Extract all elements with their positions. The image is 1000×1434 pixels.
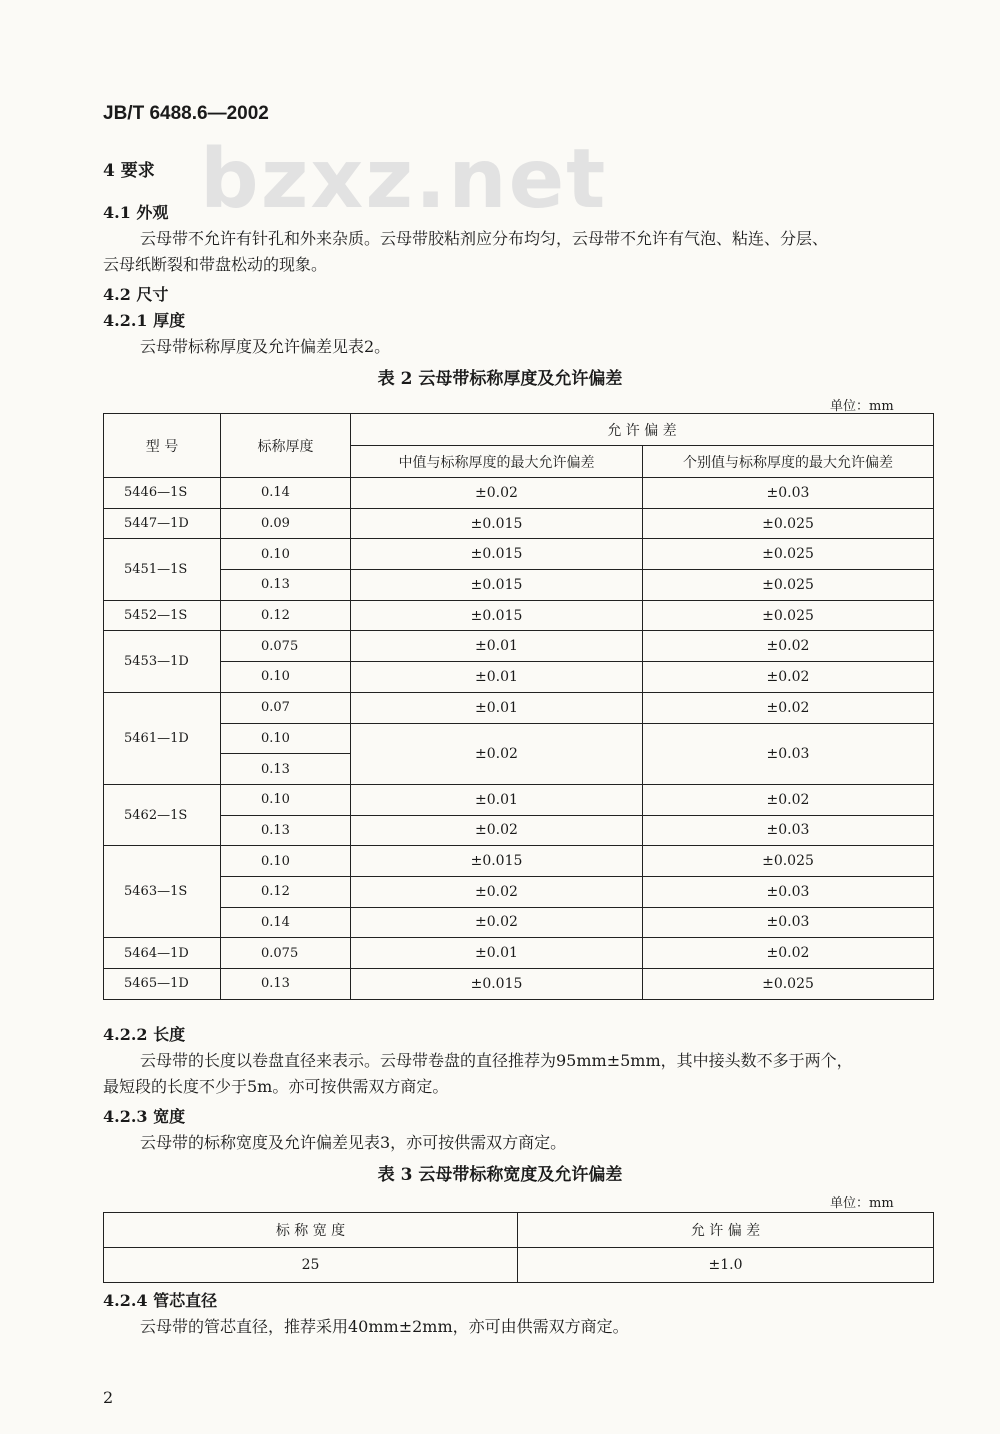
cell-individual-deviation: ±0.02 [643, 938, 934, 969]
table-2 [103, 413, 934, 1000]
cell-median-deviation: ±0.015 [351, 846, 643, 877]
table-row [104, 907, 934, 938]
cell-type: 5463—1S [104, 846, 221, 938]
cell-thickness: 0.10 [221, 539, 351, 570]
cell-median-deviation: ±0.015 [351, 600, 643, 631]
cell-thickness: 0.10 [221, 784, 351, 815]
section-4-2-title: 4.2 尺寸 [103, 285, 169, 304]
cell-individual-deviation: ±0.03 [643, 907, 934, 938]
cell-individual-deviation: ±0.02 [643, 784, 934, 815]
col-header-median-deviation: 中值与标称厚度的最大允许偏差 [351, 446, 643, 478]
cell-type: 5446—1S [104, 478, 221, 509]
table-row [104, 539, 934, 570]
cell-median-deviation: ±0.015 [351, 570, 643, 601]
section-4-2-2-title: 4.2.2 长度 [103, 1025, 186, 1044]
table-2-caption: 表 2 云母带标称厚度及允许偏差 [377, 369, 623, 389]
cell-type: 5465—1D [104, 969, 221, 1000]
cell-type: 5451—1S [104, 539, 221, 600]
cell-individual-deviation: ±0.03 [643, 478, 934, 509]
cell-individual-deviation: ±0.02 [643, 662, 934, 693]
cell-median-deviation: ±0.01 [351, 631, 643, 662]
section-4-2-4-para: 云母带的管芯直径，推荐采用40mm±2mm，亦可由供需双方商定。 [140, 1317, 629, 1336]
cell-median-deviation: ±0.015 [351, 969, 643, 1000]
table-3-caption: 表 3 云母带标称宽度及允许偏差 [377, 1165, 623, 1185]
section-4-2-3-para: 云母带的标称宽度及允许偏差见表3，亦可按供需双方商定。 [140, 1133, 567, 1152]
cell-type: 5447—1D [104, 508, 221, 539]
cell-thickness: 0.075 [221, 631, 351, 662]
cell-thickness: 0.14 [221, 907, 351, 938]
cell-median-deviation: ±0.02 [351, 723, 643, 784]
col-header-type: 型 号 [104, 414, 221, 478]
cell-thickness: 0.075 [221, 938, 351, 969]
doc-code-header: JB/T 6488.6—2002 [103, 103, 269, 124]
section-4-2-4-title: 4.2.4 管芯直径 [103, 1291, 218, 1310]
section-4-2-3-title: 4.2.3 宽度 [103, 1107, 186, 1126]
table-row [104, 969, 934, 1000]
cell-median-deviation: ±0.01 [351, 662, 643, 693]
cell-type: 5464—1D [104, 938, 221, 969]
table-row [104, 631, 934, 662]
cell-thickness: 0.13 [221, 570, 351, 601]
table-row [104, 478, 934, 509]
section-4-1-title: 4.1 外观 [103, 203, 169, 222]
cell-individual-deviation: ±0.02 [643, 631, 934, 662]
section-4-2-1-para: 云母带标称厚度及允许偏差见表2。 [140, 337, 391, 356]
cell-thickness: 0.12 [221, 876, 351, 907]
section-4-2-2-para-line1: 云母带的长度以卷盘直径来表示。云母带卷盘的直径推荐为95mm±5mm，其中接头数不多于两个， [140, 1051, 853, 1070]
table-row [104, 876, 934, 907]
cell-thickness: 0.10 [221, 723, 351, 754]
cell-type: 5453—1D [104, 631, 221, 692]
cell-median-deviation: ±0.01 [351, 784, 643, 815]
cell-individual-deviation: ±0.025 [643, 600, 934, 631]
table-3-unit: 单位：mm [830, 1196, 894, 1211]
table-row [104, 662, 934, 693]
cell-median-deviation: ±0.01 [351, 692, 643, 723]
section-4-1-para-line1: 云母带不允许有针孔和外来杂质。云母带胶粘剂应分布均匀，云母带不允许有气泡、粘连、分层、 [140, 229, 829, 248]
cell-median-deviation: ±0.01 [351, 938, 643, 969]
section-4-2-1-title: 4.2.1 厚度 [103, 311, 186, 330]
section-4-1-para-line2: 云母纸断裂和带盘松动的现象。 [103, 255, 328, 274]
cell-individual-deviation: ±0.025 [643, 508, 934, 539]
table-2-unit: 单位：mm [830, 399, 894, 414]
cell-thickness: 0.10 [221, 846, 351, 877]
cell-individual-deviation: ±0.03 [643, 815, 934, 846]
table-row [104, 692, 934, 723]
cell-type: 5452—1S [104, 600, 221, 631]
cell-thickness: 0.13 [221, 969, 351, 1000]
table-row [104, 784, 934, 815]
cell-individual-deviation: ±0.025 [643, 969, 934, 1000]
col-header-nominal-width: 标 称 宽 度 [104, 1213, 518, 1248]
table-row [104, 846, 934, 877]
table-3 [103, 1212, 934, 1283]
page-number: 2 [103, 1388, 114, 1407]
col-header-width-tolerance: 允 许 偏 差 [518, 1213, 934, 1248]
cell-thickness: 0.14 [221, 478, 351, 509]
cell-individual-deviation: ±0.025 [643, 539, 934, 570]
cell-median-deviation: ±0.015 [351, 539, 643, 570]
cell-thickness: 0.09 [221, 508, 351, 539]
cell-thickness: 0.13 [221, 754, 351, 785]
cell-thickness: 0.10 [221, 662, 351, 693]
table-row [104, 600, 934, 631]
col-header-thickness: 标称厚度 [221, 414, 351, 478]
cell-individual-deviation: ±0.03 [643, 876, 934, 907]
table-row [104, 570, 934, 601]
table-row [104, 723, 934, 754]
cell-median-deviation: ±0.015 [351, 508, 643, 539]
table-row [104, 938, 934, 969]
cell-type: 5461—1D [104, 692, 221, 784]
col-header-individual-deviation: 个别值与标称厚度的最大允许偏差 [643, 446, 934, 478]
cell-thickness: 0.07 [221, 692, 351, 723]
table-row [104, 508, 934, 539]
cell-median-deviation: ±0.02 [351, 907, 643, 938]
cell-individual-deviation: ±0.025 [643, 846, 934, 877]
cell-individual-deviation: ±0.03 [643, 723, 934, 784]
cell-individual-deviation: ±0.02 [643, 692, 934, 723]
cell-thickness: 0.12 [221, 600, 351, 631]
section-4-2-2-para-line2: 最短段的长度不少于5m。亦可按供需双方商定。 [103, 1077, 449, 1096]
cell-width-tolerance: ±1.0 [518, 1248, 934, 1283]
section-4-title: 4 要求 [103, 161, 155, 181]
cell-median-deviation: ±0.02 [351, 815, 643, 846]
cell-nominal-width: 25 [104, 1248, 518, 1283]
watermark: bzxz.net [200, 132, 608, 227]
cell-median-deviation: ±0.02 [351, 876, 643, 907]
table-row [104, 815, 934, 846]
cell-type: 5462—1S [104, 784, 221, 845]
col-header-tolerance: 允 许 偏 差 [351, 414, 934, 446]
cell-median-deviation: ±0.02 [351, 478, 643, 509]
cell-individual-deviation: ±0.025 [643, 570, 934, 601]
cell-thickness: 0.13 [221, 815, 351, 846]
